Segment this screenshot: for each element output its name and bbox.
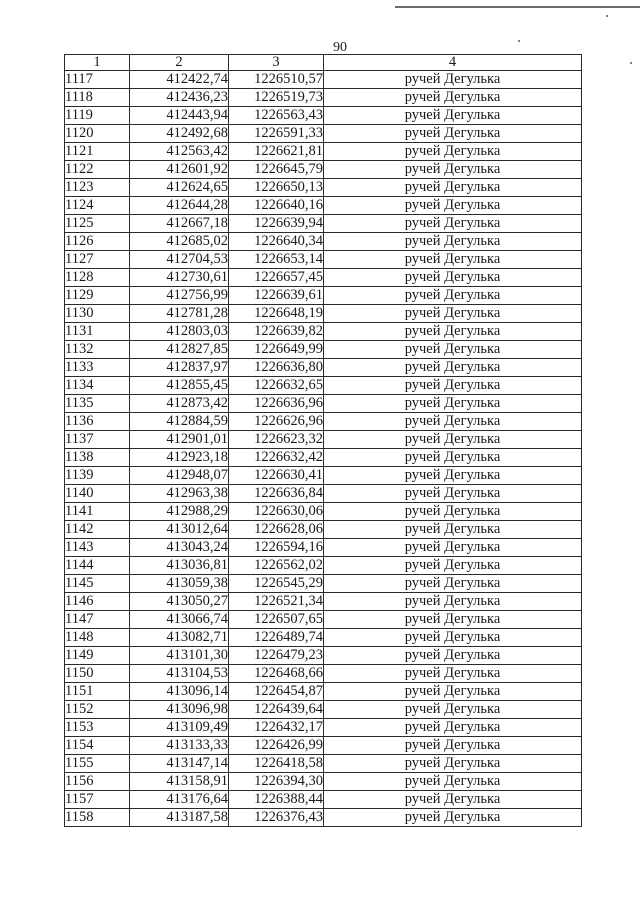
- y-coordinate-cell: 1226479,23: [229, 647, 324, 665]
- y-coordinate-cell: 1226510,57: [229, 71, 324, 89]
- description-cell: ручей Дегулька: [324, 323, 582, 341]
- point-number-cell: 1153: [65, 719, 130, 737]
- table-row: [65, 287, 582, 305]
- x-coordinate-cell: 413096,98: [130, 701, 229, 719]
- y-coordinate-cell: 1226657,45: [229, 269, 324, 287]
- coordinates-table: [64, 54, 582, 827]
- table-row: [65, 395, 582, 413]
- y-coordinate-cell: 1226594,16: [229, 539, 324, 557]
- point-number-cell: 1130: [65, 305, 130, 323]
- x-coordinate-cell: 412901,01: [130, 431, 229, 449]
- description-cell: ручей Дегулька: [324, 395, 582, 413]
- point-number-cell: 1158: [65, 809, 130, 827]
- description-cell: ручей Дегулька: [324, 593, 582, 611]
- x-coordinate-cell: 413187,58: [130, 809, 229, 827]
- table-row: [65, 413, 582, 431]
- description-cell: ручей Дегулька: [324, 449, 582, 467]
- table-row: [65, 197, 582, 215]
- y-coordinate-cell: 1226626,96: [229, 413, 324, 431]
- x-coordinate-cell: 413104,53: [130, 665, 229, 683]
- point-number-cell: 1141: [65, 503, 130, 521]
- table-row: [65, 449, 582, 467]
- x-coordinate-cell: 412963,38: [130, 485, 229, 503]
- x-coordinate-cell: 412563,42: [130, 143, 229, 161]
- point-number-cell: 1137: [65, 431, 130, 449]
- description-cell: ручей Дегулька: [324, 377, 582, 395]
- description-cell: ручей Дегулька: [324, 737, 582, 755]
- x-coordinate-cell: 412948,07: [130, 467, 229, 485]
- table-row: [65, 71, 582, 89]
- point-number-cell: 1126: [65, 233, 130, 251]
- table-row: [65, 107, 582, 125]
- y-coordinate-cell: 1226521,34: [229, 593, 324, 611]
- description-cell: ручей Дегулька: [324, 341, 582, 359]
- description-cell: ручей Дегулька: [324, 125, 582, 143]
- table-row: [65, 593, 582, 611]
- y-coordinate-cell: 1226591,33: [229, 125, 324, 143]
- y-coordinate-cell: 1226632,42: [229, 449, 324, 467]
- y-coordinate-cell: 1226388,44: [229, 791, 324, 809]
- point-number-cell: 1134: [65, 377, 130, 395]
- page-number: 90: [333, 40, 347, 55]
- point-number-cell: 1148: [65, 629, 130, 647]
- table-row: [65, 143, 582, 161]
- description-cell: ручей Дегулька: [324, 791, 582, 809]
- table-row: [65, 755, 582, 773]
- table-row: [65, 773, 582, 791]
- table-row: [65, 503, 582, 521]
- column-header-1: 1: [65, 55, 130, 71]
- x-coordinate-cell: 412730,61: [130, 269, 229, 287]
- point-number-cell: 1140: [65, 485, 130, 503]
- y-coordinate-cell: 1226632,65: [229, 377, 324, 395]
- x-coordinate-cell: 412923,18: [130, 449, 229, 467]
- table-row: [65, 467, 582, 485]
- table-row: [65, 809, 582, 827]
- description-cell: ручей Дегулька: [324, 71, 582, 89]
- y-coordinate-cell: 1226650,13: [229, 179, 324, 197]
- y-coordinate-cell: 1226418,58: [229, 755, 324, 773]
- point-number-cell: 1156: [65, 773, 130, 791]
- x-coordinate-cell: 412837,97: [130, 359, 229, 377]
- description-cell: ручей Дегулька: [324, 215, 582, 233]
- table-header-row: [65, 55, 582, 71]
- description-cell: ручей Дегулька: [324, 467, 582, 485]
- description-cell: ручей Дегулька: [324, 143, 582, 161]
- table-row: [65, 341, 582, 359]
- point-number-cell: 1149: [65, 647, 130, 665]
- x-coordinate-cell: 412601,92: [130, 161, 229, 179]
- y-coordinate-cell: 1226636,80: [229, 359, 324, 377]
- y-coordinate-cell: 1226468,66: [229, 665, 324, 683]
- y-coordinate-cell: 1226394,30: [229, 773, 324, 791]
- y-coordinate-cell: 1226562,02: [229, 557, 324, 575]
- description-cell: ручей Дегулька: [324, 269, 582, 287]
- point-number-cell: 1142: [65, 521, 130, 539]
- y-coordinate-cell: 1226454,87: [229, 683, 324, 701]
- table-row: [65, 737, 582, 755]
- y-coordinate-cell: 1226630,06: [229, 503, 324, 521]
- point-number-cell: 1152: [65, 701, 130, 719]
- scan-edge-line: [395, 6, 640, 8]
- description-cell: ручей Дегулька: [324, 719, 582, 737]
- description-cell: ручей Дегулька: [324, 161, 582, 179]
- x-coordinate-cell: 412873,42: [130, 395, 229, 413]
- point-number-cell: 1135: [65, 395, 130, 413]
- x-coordinate-cell: 413176,64: [130, 791, 229, 809]
- point-number-cell: 1150: [65, 665, 130, 683]
- y-coordinate-cell: 1226645,79: [229, 161, 324, 179]
- y-coordinate-cell: 1226640,16: [229, 197, 324, 215]
- x-coordinate-cell: 413133,33: [130, 737, 229, 755]
- point-number-cell: 1144: [65, 557, 130, 575]
- y-coordinate-cell: 1226648,19: [229, 305, 324, 323]
- point-number-cell: 1119: [65, 107, 130, 125]
- table-row: [65, 701, 582, 719]
- table-row: [65, 215, 582, 233]
- table-row: [65, 179, 582, 197]
- y-coordinate-cell: 1226639,82: [229, 323, 324, 341]
- x-coordinate-cell: 412644,28: [130, 197, 229, 215]
- y-coordinate-cell: 1226649,99: [229, 341, 324, 359]
- table-row: [65, 611, 582, 629]
- table-row: [65, 629, 582, 647]
- y-coordinate-cell: 1226653,14: [229, 251, 324, 269]
- y-coordinate-cell: 1226489,74: [229, 629, 324, 647]
- x-coordinate-cell: 413043,24: [130, 539, 229, 557]
- y-coordinate-cell: 1226628,06: [229, 521, 324, 539]
- description-cell: ручей Дегулька: [324, 809, 582, 827]
- point-number-cell: 1124: [65, 197, 130, 215]
- table-row: [65, 323, 582, 341]
- table-row: [65, 305, 582, 323]
- table-row: [65, 521, 582, 539]
- x-coordinate-cell: 413101,30: [130, 647, 229, 665]
- x-coordinate-cell: 413096,14: [130, 683, 229, 701]
- x-coordinate-cell: 412855,45: [130, 377, 229, 395]
- table-row: [65, 683, 582, 701]
- x-coordinate-cell: 413036,81: [130, 557, 229, 575]
- y-coordinate-cell: 1226519,73: [229, 89, 324, 107]
- point-number-cell: 1155: [65, 755, 130, 773]
- y-coordinate-cell: 1226621,81: [229, 143, 324, 161]
- description-cell: ручей Дегулька: [324, 755, 582, 773]
- table-row: [65, 377, 582, 395]
- description-cell: ручей Дегулька: [324, 89, 582, 107]
- point-number-cell: 1157: [65, 791, 130, 809]
- table-row: [65, 665, 582, 683]
- x-coordinate-cell: 412704,53: [130, 251, 229, 269]
- description-cell: ручей Дегулька: [324, 557, 582, 575]
- y-coordinate-cell: 1226639,61: [229, 287, 324, 305]
- description-cell: ручей Дегулька: [324, 485, 582, 503]
- y-coordinate-cell: 1226623,32: [229, 431, 324, 449]
- point-number-cell: 1122: [65, 161, 130, 179]
- table-body: [65, 71, 582, 827]
- x-coordinate-cell: 413082,71: [130, 629, 229, 647]
- x-coordinate-cell: 412803,03: [130, 323, 229, 341]
- point-number-cell: 1151: [65, 683, 130, 701]
- point-number-cell: 1145: [65, 575, 130, 593]
- description-cell: ручей Дегулька: [324, 575, 582, 593]
- table-row: [65, 575, 582, 593]
- y-coordinate-cell: 1226636,84: [229, 485, 324, 503]
- description-cell: ручей Дегулька: [324, 647, 582, 665]
- x-coordinate-cell: 412827,85: [130, 341, 229, 359]
- table-row: [65, 251, 582, 269]
- table-row: [65, 647, 582, 665]
- point-number-cell: 1125: [65, 215, 130, 233]
- x-coordinate-cell: 413066,74: [130, 611, 229, 629]
- point-number-cell: 1128: [65, 269, 130, 287]
- description-cell: ручей Дегулька: [324, 539, 582, 557]
- description-cell: ручей Дегулька: [324, 521, 582, 539]
- x-coordinate-cell: 412443,94: [130, 107, 229, 125]
- y-coordinate-cell: 1226545,29: [229, 575, 324, 593]
- x-coordinate-cell: 412685,02: [130, 233, 229, 251]
- description-cell: ручей Дегулька: [324, 287, 582, 305]
- description-cell: ручей Дегулька: [324, 233, 582, 251]
- table-row: [65, 125, 582, 143]
- description-cell: ручей Дегулька: [324, 629, 582, 647]
- y-coordinate-cell: 1226507,65: [229, 611, 324, 629]
- x-coordinate-cell: 413059,38: [130, 575, 229, 593]
- point-number-cell: 1143: [65, 539, 130, 557]
- y-coordinate-cell: 1226432,17: [229, 719, 324, 737]
- point-number-cell: 1146: [65, 593, 130, 611]
- x-coordinate-cell: 412436,23: [130, 89, 229, 107]
- column-header-3: 3: [229, 55, 324, 71]
- y-coordinate-cell: 1226439,64: [229, 701, 324, 719]
- y-coordinate-cell: 1226426,99: [229, 737, 324, 755]
- point-number-cell: 1136: [65, 413, 130, 431]
- table-row: [65, 539, 582, 557]
- table-row: [65, 89, 582, 107]
- description-cell: ручей Дегулька: [324, 683, 582, 701]
- point-number-cell: 1117: [65, 71, 130, 89]
- description-cell: ручей Дегулька: [324, 611, 582, 629]
- description-cell: ручей Дегулька: [324, 665, 582, 683]
- point-number-cell: 1123: [65, 179, 130, 197]
- y-coordinate-cell: 1226376,43: [229, 809, 324, 827]
- table-row: [65, 233, 582, 251]
- description-cell: ручей Дегулька: [324, 701, 582, 719]
- description-cell: ручей Дегулька: [324, 503, 582, 521]
- column-header-2: 2: [130, 55, 229, 71]
- description-cell: ручей Дегулька: [324, 179, 582, 197]
- x-coordinate-cell: 412422,74: [130, 71, 229, 89]
- x-coordinate-cell: 412492,68: [130, 125, 229, 143]
- point-number-cell: 1121: [65, 143, 130, 161]
- x-coordinate-cell: 413147,14: [130, 755, 229, 773]
- table-row: [65, 791, 582, 809]
- table-row: [65, 359, 582, 377]
- table-row: [65, 161, 582, 179]
- table-row: [65, 557, 582, 575]
- y-coordinate-cell: 1226563,43: [229, 107, 324, 125]
- point-number-cell: 1131: [65, 323, 130, 341]
- x-coordinate-cell: 412988,29: [130, 503, 229, 521]
- x-coordinate-cell: 413109,49: [130, 719, 229, 737]
- description-cell: ручей Дегулька: [324, 359, 582, 377]
- description-cell: ручей Дегулька: [324, 431, 582, 449]
- y-coordinate-cell: 1226636,96: [229, 395, 324, 413]
- point-number-cell: 1132: [65, 341, 130, 359]
- x-coordinate-cell: 413050,27: [130, 593, 229, 611]
- x-coordinate-cell: 412884,59: [130, 413, 229, 431]
- scan-speck: [630, 62, 632, 64]
- point-number-cell: 1133: [65, 359, 130, 377]
- description-cell: ручей Дегулька: [324, 197, 582, 215]
- point-number-cell: 1138: [65, 449, 130, 467]
- x-coordinate-cell: 412667,18: [130, 215, 229, 233]
- point-number-cell: 1154: [65, 737, 130, 755]
- x-coordinate-cell: 412624,65: [130, 179, 229, 197]
- y-coordinate-cell: 1226630,41: [229, 467, 324, 485]
- x-coordinate-cell: 413012,64: [130, 521, 229, 539]
- description-cell: ручей Дегулька: [324, 251, 582, 269]
- description-cell: ручей Дегулька: [324, 107, 582, 125]
- x-coordinate-cell: 412756,99: [130, 287, 229, 305]
- column-header-4: 4: [324, 55, 582, 71]
- y-coordinate-cell: 1226640,34: [229, 233, 324, 251]
- description-cell: ручей Дегулька: [324, 773, 582, 791]
- point-number-cell: 1139: [65, 467, 130, 485]
- description-cell: ручей Дегулька: [324, 413, 582, 431]
- x-coordinate-cell: 412781,28: [130, 305, 229, 323]
- point-number-cell: 1129: [65, 287, 130, 305]
- table-row: [65, 431, 582, 449]
- point-number-cell: 1127: [65, 251, 130, 269]
- table-row: [65, 269, 582, 287]
- point-number-cell: 1147: [65, 611, 130, 629]
- y-coordinate-cell: 1226639,94: [229, 215, 324, 233]
- point-number-cell: 1120: [65, 125, 130, 143]
- point-number-cell: 1118: [65, 89, 130, 107]
- table-row: [65, 485, 582, 503]
- x-coordinate-cell: 413158,91: [130, 773, 229, 791]
- table-row: [65, 719, 582, 737]
- scan-speck: [606, 15, 608, 17]
- description-cell: ручей Дегулька: [324, 305, 582, 323]
